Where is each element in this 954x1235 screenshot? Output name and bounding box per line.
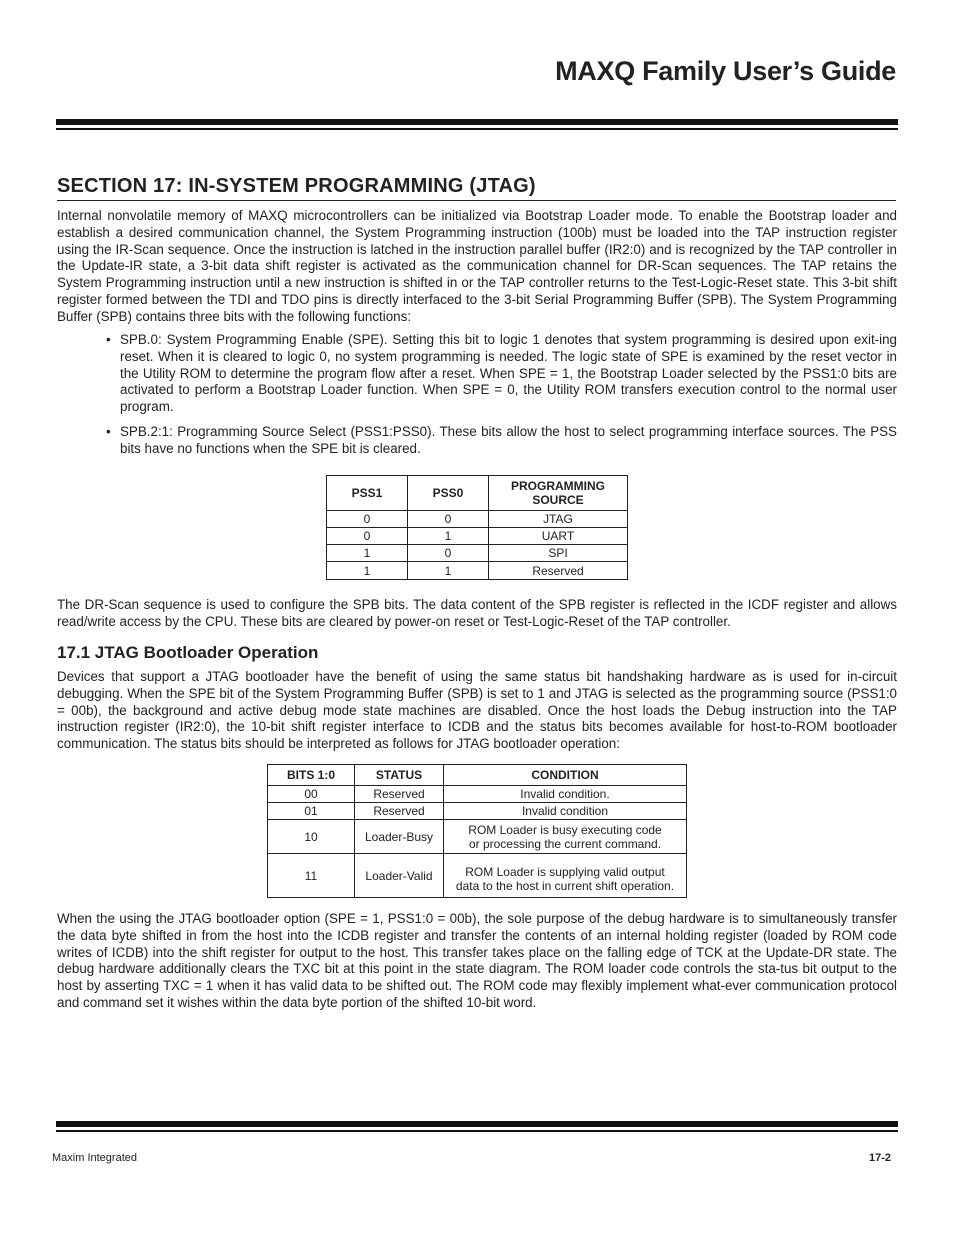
debug-hardware-paragraph: When the using the JTAG bootloader option (SPE = 1, PSS1:0 = 00b), the sole purpose of the debug hardware is to simultaneously transfer the data byte shifted in from the host into the ICDB register and transfer the contents of an internal holding register (loaded by ROM code writes of ICDB) into the shift register for output to the host. This transfer takes place on the falling edge of TCK at the Update-DR state. The debug hardware additionally clears the TXC bit at this point in the state diagram. The ROM loader code controls the sta-tus bit output to the host by asserting TXC = 1 when it has valid data to be shifted out. The ROM code may flexibly implement what-ever communication protocol and command set it wishes within the data byte portion of the shifted 10-bit word.: [57, 911, 897, 1010]
cell-line: data to the host in current shift operation.: [455, 878, 675, 893]
cell-line: ROM Loader is busy executing code: [468, 822, 662, 837]
table-row: [268, 803, 687, 820]
footer-company: Maxim Integrated: [52, 1152, 137, 1164]
header-line: SOURCE: [532, 493, 584, 507]
section-title: SECTION 17: IN-SYSTEM PROGRAMMING (JTAG): [57, 175, 896, 201]
table-row: [268, 820, 687, 854]
pss-table: [326, 475, 628, 580]
table-cell: Reserved: [355, 803, 444, 820]
footer-rule-thin: [56, 1130, 898, 1132]
table-row: [327, 545, 628, 562]
table-cell: Invalid condition: [444, 803, 687, 820]
table-cell: 0: [327, 528, 408, 545]
cell-line: ROM Loader is supplying valid output: [465, 864, 665, 879]
table-cell: Loader-Busy: [355, 820, 444, 854]
table-cell: 10: [268, 820, 355, 854]
table-cell: [444, 820, 687, 854]
header-line: PROGRAMMING: [511, 479, 605, 493]
col-header-programming-source: [489, 476, 628, 511]
table-row: [327, 511, 628, 528]
table-row: [268, 854, 687, 898]
col-header-bits: BITS 1:0: [268, 765, 355, 786]
subsection-title: 17.1 JTAG Bootloader Operation: [57, 643, 319, 662]
table-cell: Invalid condition.: [444, 786, 687, 803]
table-row: [327, 562, 628, 580]
bullet-mark: •: [106, 424, 111, 439]
col-header-pss1: PSS1: [327, 476, 408, 511]
spb-paragraph: The DR-Scan sequence is used to configure the SPB bits. The data content of the SPB register is reflected in the ICDF register and allows read/write access by the CPU. These bits are cleared by power-on reset or Test-Logic-Reset of the TAP controller.: [57, 597, 897, 629]
col-header-condition: CONDITION: [444, 765, 687, 786]
document-title: MAXQ Family User’s Guide: [555, 56, 896, 86]
bullet-spb0: [106, 332, 897, 416]
status-bits-table: [267, 764, 687, 898]
table-cell: 1: [327, 562, 408, 580]
table-header-row: [327, 476, 628, 511]
col-header-pss0: PSS0: [408, 476, 489, 511]
table-cell: SPI: [489, 545, 628, 562]
table-cell: 01: [268, 803, 355, 820]
header-rule: [56, 119, 898, 125]
table-cell: 0: [408, 545, 489, 562]
table-cell: 0: [408, 511, 489, 528]
bullet-text: SPB.0: System Programming Enable (SPE). Setting this bit to logic 1 denotes that system programming is desired upon exit-ing reset. When it is cleared to logic 0, no system programming is needed. The logic state of SPE is examined by the reset vector in the Utility ROM to determine the program flow after a reset. When SPE = 1, the Bootstrap Loader selected by the PSS1:0 bits are activated to perform a Bootstrap Loader function. When SPE = 0, the Utility ROM transfers execution control to the normal user program.: [120, 332, 897, 415]
header-rule-thin: [56, 128, 898, 130]
footer-rule: [56, 1121, 898, 1127]
table-row: [327, 528, 628, 545]
bullet-mark: •: [106, 332, 111, 347]
table-cell: 1: [408, 562, 489, 580]
table-cell: 00: [268, 786, 355, 803]
page-number: 17-2: [868, 1152, 891, 1164]
table-cell: 1: [408, 528, 489, 545]
intro-paragraph: Internal nonvolatile memory of MAXQ microcontrollers can be initialized via Bootstrap Loader mode. To enable the Bootstrap loader and establish a desired communication channel, the System Programming instruction (100b) must be loaded into the TAP instruction register using the IR-Scan sequence. Once the instruction is latched in the instruction parallel buffer (IR2:0) and is recognized by the TAP controller in the Update-IR state, a 3-bit data shift register is activated as the communication channel for DR-Scan sequences. The TAP retains the System Programming instruction until a new instruction is shifted in or the TAP controller returns to the Test-Logic-Reset state. This 3-bit shift register formed between the TDI and TDO pins is directly interfaced to the 3-bit Serial Programming Buffer (SPB). The System Programming Buffer (SPB) contains three bits with the following functions:: [57, 208, 897, 324]
cell-line: or processing the current command.: [468, 836, 662, 851]
table-cell: JTAG: [489, 511, 628, 528]
table-cell: Loader-Valid: [355, 854, 444, 898]
table-cell: [444, 854, 687, 898]
bullet-text: SPB.2:1: Programming Source Select (PSS1:PSS0). These bits allow the host to select programming interface sources. The PSS bits have no functions when the SPE bit is cleared.: [120, 424, 897, 456]
table-cell: Reserved: [489, 562, 628, 580]
table-cell: UART: [489, 528, 628, 545]
col-header-status: STATUS: [355, 765, 444, 786]
table-cell: 0: [327, 511, 408, 528]
table-row: [268, 786, 687, 803]
table-cell: Reserved: [355, 786, 444, 803]
table-header-row: [268, 765, 687, 786]
bullet-spb21: [106, 424, 897, 458]
table-cell: 1: [327, 545, 408, 562]
bootloader-paragraph: Devices that support a JTAG bootloader have the benefit of using the same status bit handshaking hardware as is used for in-circuit debugging. When the SPE bit of the System Programming Buffer (SPB) is set to 1 and JTAG is selected as the programming source (PSS1:0 = 00b), the background and active debug mode state machines are disabled. Once the host loads the Debug instruction into the TAP instruction register (IR2:0), the 10-bit shift register interface to ICDB and the status bits becomes available for host-to-ROM bootloader communication. The status bits should be interpreted as follows for JTAG bootloader operation:: [57, 669, 897, 752]
table-cell: 11: [268, 854, 355, 898]
